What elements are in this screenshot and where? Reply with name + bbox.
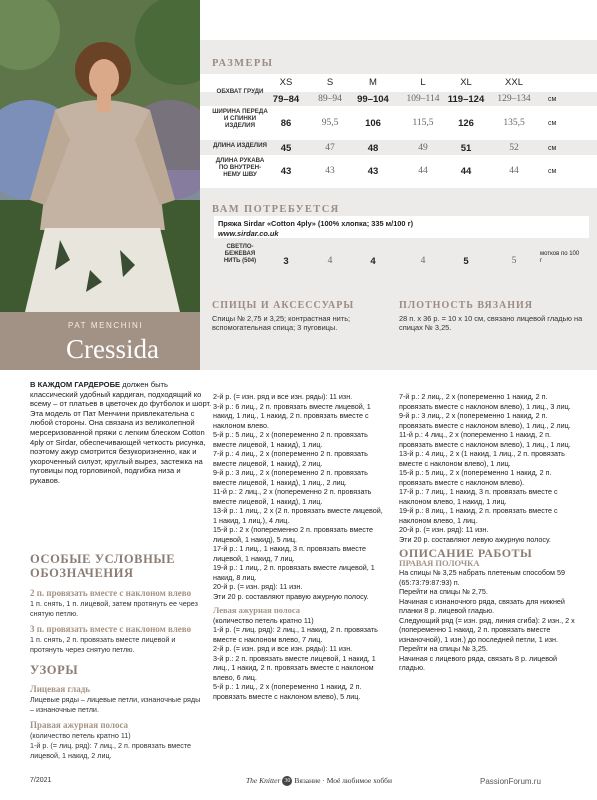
size-cell: 48 bbox=[367, 143, 379, 154]
magazine-name: The Knitter bbox=[246, 776, 281, 785]
intro-paragraph bbox=[30, 380, 212, 486]
instruction-line: 13-й р.: 1 лиц., 2 х (2 п. провязать вместе лицевой, 1 накид, 1 лиц.), 4 лиц. bbox=[213, 506, 383, 525]
left-lace-count: (количество петель кратно 11) bbox=[213, 615, 314, 625]
yarn-unit: мотков по 100 г bbox=[540, 251, 580, 264]
size-cell: 44 bbox=[460, 166, 472, 177]
size-col: XS bbox=[279, 77, 293, 88]
yarn-color-label: СВЕТЛО-БЕЖЕВАЯ НИТЬ (504) bbox=[223, 244, 257, 264]
yarn-site: www.sirdar.co.uk bbox=[218, 229, 279, 238]
unit-label: см bbox=[548, 96, 557, 103]
instruction-line: 3-й р.: 2 п. провязать вместе лицевой, 1 накид, 1 лиц., 1 накид, 2 п. провязать вместе с наклоном влево, 6 лиц. bbox=[213, 653, 376, 682]
size-cell: 43 bbox=[367, 166, 379, 177]
instruction-line: 19-й р.: 8 лиц., 1 накид, 2 п. провязать вместе с наклоном влево, 1 лиц. bbox=[399, 506, 558, 525]
size-cell: 126 bbox=[458, 118, 474, 129]
instruction-line: 5-й р.: 5 лиц., 2 х (попеременно 2 п. провязать вместе лицевой, 1 накид), 1 лиц. bbox=[213, 430, 368, 449]
yarn-cell: 4 bbox=[370, 256, 376, 267]
instruction-line: 15-й р.: 2 х (попеременно 2 п. провязать вместе лицевой, 1 накид), 5 лиц. bbox=[213, 525, 374, 544]
page-number: 30 bbox=[284, 778, 291, 785]
yarn-cell: 4 bbox=[327, 256, 333, 266]
instruction-line: 3-й р.: 6 лиц., 2 п. провязать вместе лицевой, 1 накид, 1 лиц., 1 накид, 2 п. провязать вместе с наклоном влево. bbox=[213, 401, 371, 430]
size-cell: 79–84 bbox=[272, 94, 300, 105]
column-2 bbox=[213, 392, 383, 701]
special-item-title: 2 п. провязать вместе с наклоном влево bbox=[30, 588, 192, 598]
size-cell: 86 bbox=[280, 118, 292, 129]
size-cell: 43 bbox=[325, 166, 335, 176]
instruction-line: 13-й р.: 4 лиц., 2 х (1 накид, 1 лиц., 2 п. провязать вместе с наклоном влево), 1 лиц. bbox=[399, 449, 565, 468]
size-cell: 51 bbox=[460, 143, 472, 154]
instruction-line: 9-й р.: 3 лиц., 2 х (попеременно 2 п. провязать вместе лицевой, 1 накид), 1 лиц., 2 лиц. bbox=[213, 468, 368, 487]
size-cell: 106 bbox=[365, 118, 381, 129]
special-item-text: 1 п. снять, 2 п. провязать вместе лицевой и протянуть через снятую петлю. bbox=[30, 635, 176, 654]
size-col: M bbox=[369, 77, 377, 88]
size-cell: 109–114 bbox=[406, 94, 440, 104]
instruction-line: 2-й р. (= изн. ряд и все изн. ряды): 11 изн. bbox=[213, 644, 353, 653]
size-col: XL bbox=[460, 77, 472, 88]
size-cell: 43 bbox=[280, 166, 292, 177]
needles-heading: СПИЦЫ И АКСЕССУАРЫ bbox=[212, 300, 355, 311]
right-lace-title: Правая ажурная полоса bbox=[30, 720, 129, 730]
size-cell: 49 bbox=[418, 143, 428, 153]
size-col: L bbox=[420, 77, 426, 88]
instruction-line: Перейти на спицы № 2,75. bbox=[399, 587, 488, 596]
size-cell: 44 bbox=[509, 166, 519, 176]
unit-label: см bbox=[548, 120, 557, 127]
needles-text: Спицы № 2,75 и 3,25; контрастная нить; вспомогательная спица; 3 пуговицы. bbox=[212, 314, 351, 332]
instruction-line: 17-й р.: 7 лиц., 1 накид, 3 п. провязать вместе с наклоном влево, 1 накид, 1 лиц. bbox=[399, 487, 558, 506]
work-heading: ОПИСАНИЕ РАБОТЫ bbox=[399, 546, 533, 560]
stockinette-text: Лицевые ряды – лицевые петли, изнаночные ряды – изнаночные петли. bbox=[30, 695, 201, 714]
sizes-heading: РАЗМЕРЫ bbox=[212, 58, 274, 69]
instruction-line: 7-й р.: 2 лиц., 2 х (попеременно 1 накид, 2 п. провязать вместе с наклоном влево), 1 лиц., 3 лиц. bbox=[399, 392, 571, 411]
size-row-label: ДЛИНА РУКАВА ПО ВНУТРЕН-НЕМУ ШВУ bbox=[215, 157, 265, 178]
yarn-cell: 3 bbox=[283, 256, 289, 267]
patterns-heading: УЗОРЫ bbox=[30, 663, 79, 677]
right-front-title: ПРАВАЯ ПОЛОЧКА bbox=[399, 557, 480, 568]
magazine-footer bbox=[246, 776, 392, 786]
size-cell: 47 bbox=[325, 143, 335, 153]
instruction-line: Перейти на спицы № 3,25. bbox=[399, 644, 488, 653]
size-cell: 119–124 bbox=[447, 94, 485, 105]
instruction-line: 19-й р.: 1 лиц., 2 п. провязать вместе лицевой, 1 накид, 8 лиц. bbox=[213, 563, 375, 582]
yarn-name: Пряжа Sirdar «Cotton 4ply» (100% хлопка; 335 м/100 г) bbox=[218, 219, 414, 228]
size-cell: 45 bbox=[280, 143, 292, 154]
column-3 bbox=[399, 392, 579, 673]
instruction-line: 15-й р.: 5 лиц., 2 х (попеременно 1 накид, 2 п. провязать вместе с наклоном влево). bbox=[399, 468, 552, 487]
right-lace-count: (количество петель кратно 11) bbox=[30, 731, 131, 740]
size-cell: 95,5 bbox=[321, 118, 339, 128]
size-cell: 99–104 bbox=[357, 94, 389, 105]
instruction-line: 9-й р.: 3 лиц., 2 х (попеременно 1 накид, 2 п. провязать вместе с наклоном влево), 1 лиц., 2 лиц. bbox=[399, 411, 571, 430]
right-lace-row1: 1-й р. (= лиц. ряд): 7 лиц., 2 п. провязать вместе лицевой, 1 накид, 2 лиц. bbox=[30, 741, 192, 760]
size-cell: 135,5 bbox=[503, 118, 525, 128]
size-row-label: ШИРИНА ПЕРЕДА И СПИНКИ ИЗДЕЛИЯ bbox=[212, 108, 268, 129]
gauge-text: 28 п. х 36 р. = 10 х 10 см, связано лицевой гладью на спицах № 3,25. bbox=[399, 314, 583, 332]
instruction-line: Эти 20 р. составляют левую ажурную полосу. bbox=[399, 534, 551, 544]
instruction-line: 2-й р. (= изн. ряд и все изн. ряды): 11 изн. bbox=[213, 392, 353, 401]
instruction-line: 11-й р.: 4 лиц., 2 х (попеременно 1 накид, 2 п. провязать вместе с наклоном влево), 1 лиц., 1 лиц. bbox=[399, 430, 571, 449]
left-lace-title: Левая ажурная полоса bbox=[213, 605, 301, 615]
instruction-line: Следующий ряд (= изн. ряд, линия сгиба): 2 изн., 2 х (попеременно 1 накид, 2 п. провязать вместе изнаночной), 1 изн.) до последней петли, 1 изн. bbox=[399, 615, 575, 644]
pattern-title: Cressida bbox=[66, 334, 159, 364]
intro-lead: В КАЖДОМ ГАРДЕРОБЕ bbox=[30, 380, 121, 389]
gauge-heading: ПЛОТНОСТЬ ВЯЗАНИЯ bbox=[399, 300, 534, 311]
size-col: XXL bbox=[505, 77, 523, 88]
watermark: PassionForum.ru bbox=[480, 777, 541, 786]
magazine-subtitle: Вязание · Моё любимое хобби bbox=[294, 776, 393, 785]
instruction-line: Начиная с лицевого ряда, связать 8 р. лицевой гладью. bbox=[399, 653, 558, 672]
issue-number: 7/2021 bbox=[30, 777, 52, 784]
unit-label: см bbox=[548, 168, 557, 175]
instruction-line: 5-й р.: 1 лиц., 2 х (попеременно 1 накид, 2 п. провязать вместе с наклоном влево), 5 лиц. bbox=[213, 682, 362, 701]
instruction-line: 11-й р.: 2 лиц., 2 х (попеременно 2 п. провязать вместе лицевой, 1 накид), 1 лиц. bbox=[213, 487, 372, 506]
size-cell: 129–134 bbox=[497, 94, 531, 104]
stockinette-title: Лицевая гладь bbox=[30, 684, 91, 694]
yarn-cell: 5 bbox=[511, 256, 517, 266]
instruction-line: Начиная с изнаночного ряда, связать для нижней планки 8 р. лицевой гладью. bbox=[399, 596, 565, 615]
yarn-cell: 4 bbox=[420, 256, 426, 266]
intro-text: должен быть классический удобный кардиган, подходящий ко всему – от платьев в цветочек до футболок и шорт. Эта модель от Пат Менчини привлекательна с любой стороны. Она связана из великолепной мерсеризованной пряжи с легким блеском Cotton 4ply от Sirdar, обеспечивающей четкость рисунка, поэтому ажур смотрится безукоризненно, как и укороченный силуэт, круглый вырез, застежка на пуговицы под горловиной, подгибка низа и рукавов. bbox=[30, 380, 212, 485]
size-cell: 89–94 bbox=[318, 94, 342, 104]
unit-label: см bbox=[548, 145, 557, 152]
size-row-label: ДЛИНА ИЗДЕЛИЯ bbox=[213, 142, 267, 149]
size-cell: 52 bbox=[509, 143, 519, 153]
size-col: S bbox=[326, 77, 334, 88]
instruction-line: 7-й р.: 4 лиц., 2 х (попеременно 2 п. провязать вместе лицевой, 1 накид), 2 лиц. bbox=[213, 449, 368, 468]
special-item-text: 1 п. снять, 1 п. лицевой, затем протянуть ее через снятую петлю. bbox=[30, 599, 198, 618]
yarn-cell: 5 bbox=[463, 256, 469, 267]
model-photo bbox=[0, 0, 200, 312]
special-heading: ОСОБЫЕ УСЛОВНЫЕ ОБОЗНАЧЕНИЯ bbox=[30, 552, 176, 580]
instruction-line: Эти 20 р. составляют правую ажурную полосу. bbox=[213, 591, 369, 601]
author-name: PAT MENCHINI bbox=[68, 321, 144, 330]
instruction-line: На спицы № 3,25 набрать плетеным способом 59 (65:73:79:87:93) п. bbox=[399, 568, 565, 587]
size-cell: 44 bbox=[418, 166, 428, 176]
materials-heading: ВАМ ПОТРЕБУЕТСЯ bbox=[212, 204, 340, 215]
special-item-title: 3 п. провязать вместе с наклоном влево bbox=[30, 624, 192, 634]
size-row-label: ОБХВАТ ГРУДИ bbox=[216, 88, 264, 95]
instruction-line: 17-й р.: 1 лиц., 1 накид, 3 п. провязать вместе лицевой, 1 накид, 7 лиц. bbox=[213, 544, 367, 563]
instruction-line: 20-й р. (= изн. ряд): 11 изн. bbox=[213, 582, 303, 591]
instruction-line: 20-й р. (= изн. ряд): 11 изн. bbox=[399, 525, 489, 534]
instruction-line: 1-й р. (= лиц. ряд): 2 лиц., 1 накид, 2 п. провязать вместе с наклоном влево, 7 лиц. bbox=[213, 625, 378, 644]
size-cell: 115,5 bbox=[412, 118, 434, 128]
